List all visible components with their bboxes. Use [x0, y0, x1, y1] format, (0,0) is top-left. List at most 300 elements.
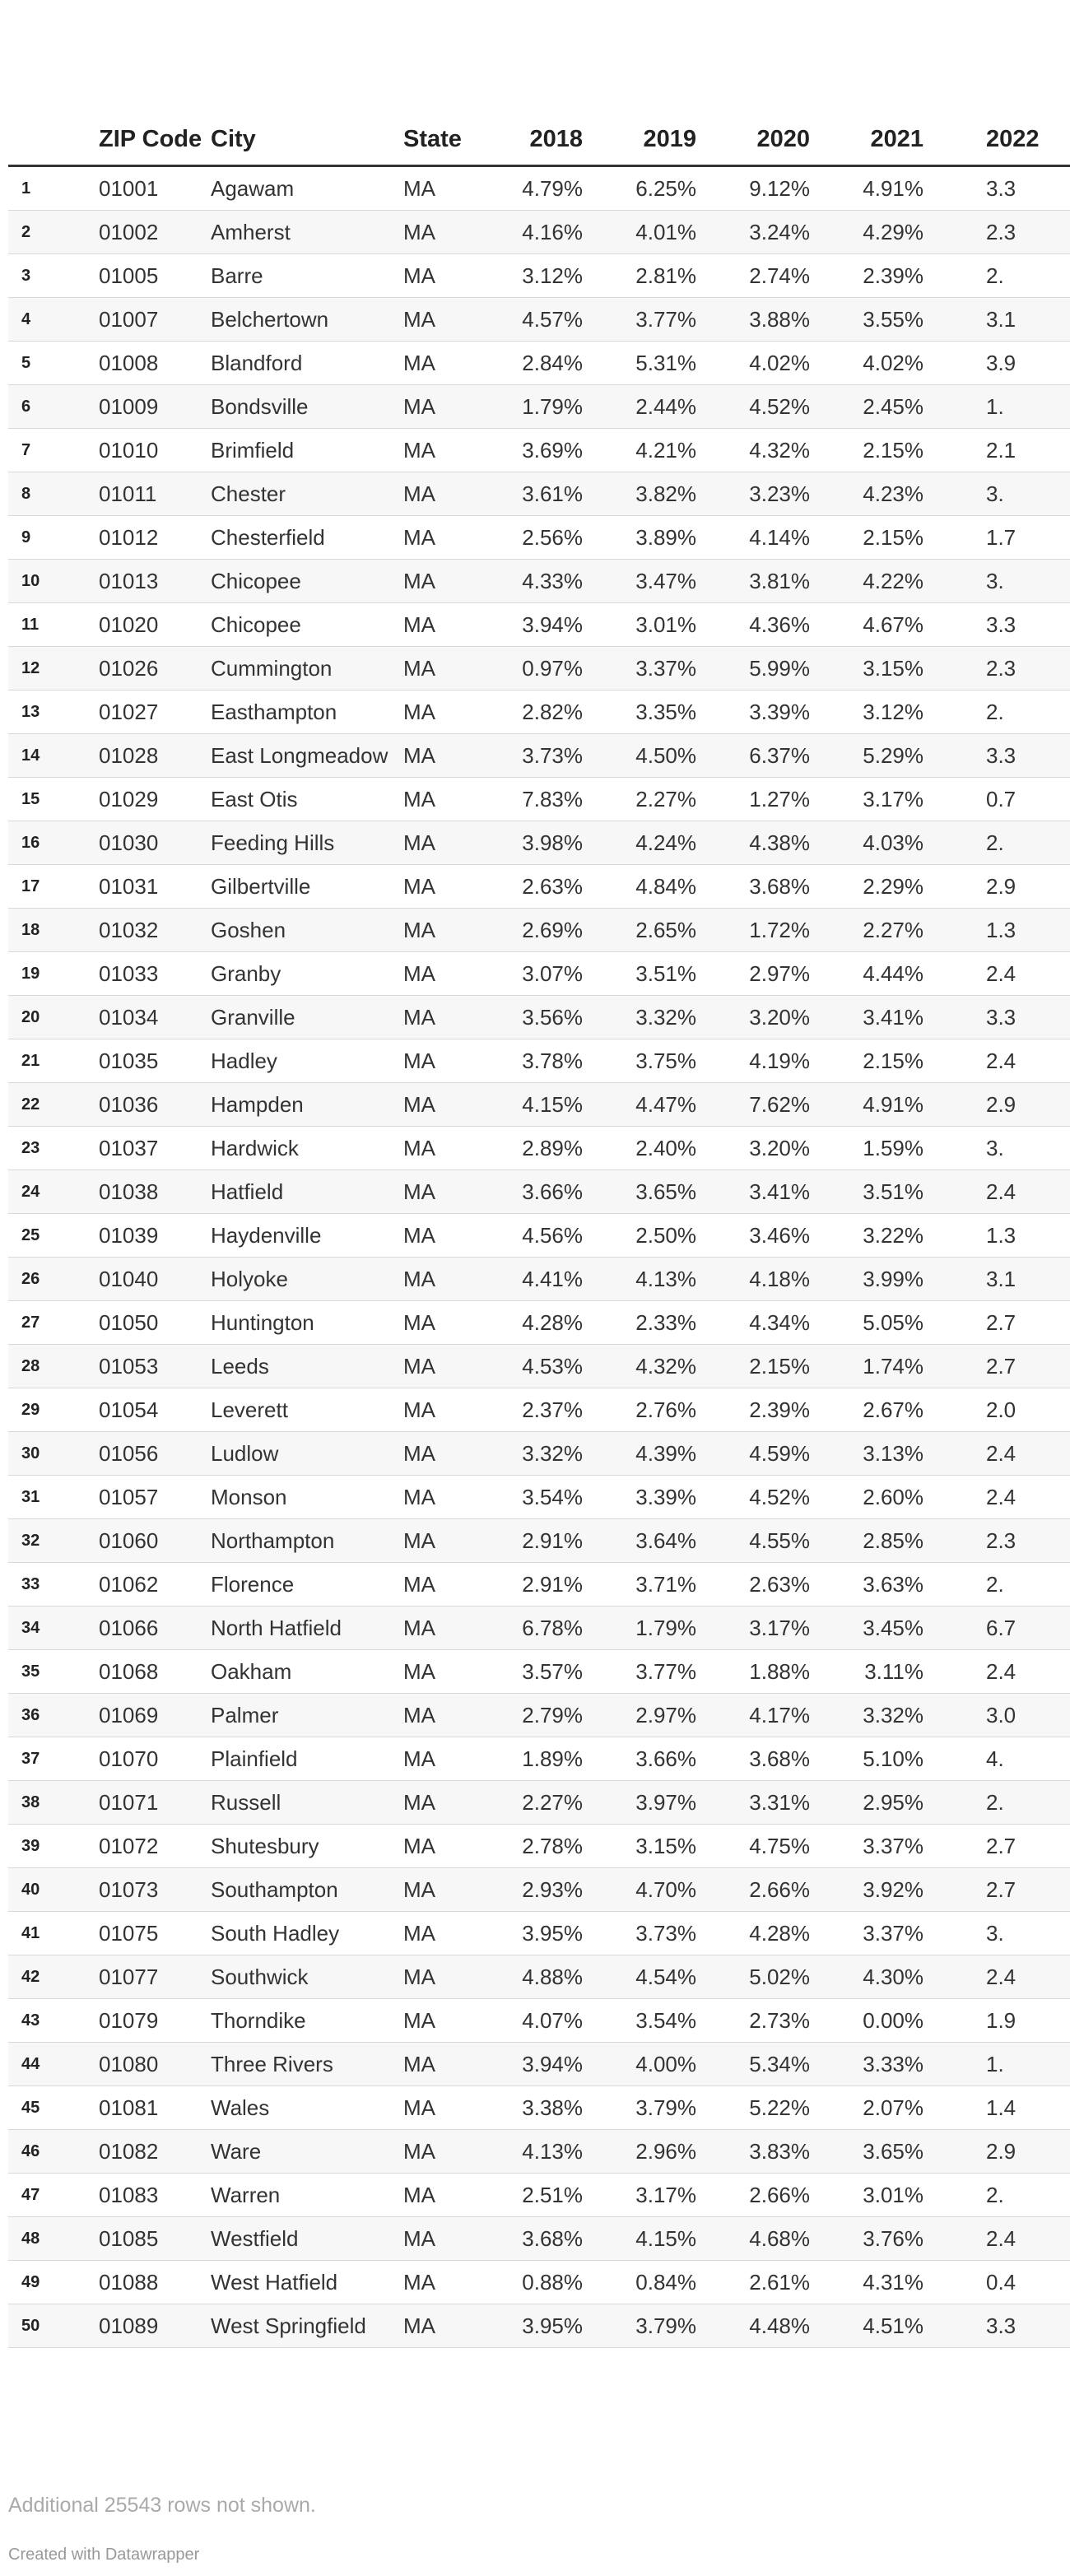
state-cell: MA: [403, 1563, 492, 1607]
year-2020-cell: 4.38%: [719, 821, 833, 865]
table-row: [8, 1519, 1070, 1563]
rank-cell: 7: [8, 429, 94, 472]
zip-code-cell: 01073: [94, 1868, 211, 1912]
rank-cell: 4: [8, 298, 94, 342]
year-2018-cell: 3.56%: [492, 996, 606, 1039]
year-2018-cell: 4.16%: [492, 211, 606, 254]
city-cell: Thorndike: [211, 1999, 403, 2043]
rank-cell: 45: [8, 2086, 94, 2130]
year-2020-cell: 6.37%: [719, 734, 833, 778]
state-cell: MA: [403, 1650, 492, 1694]
city-cell: Chesterfield: [211, 516, 403, 560]
year-2021-cell: 4.51%: [833, 2304, 947, 2348]
year-2021-cell: 2.85%: [833, 1519, 947, 1563]
table-row: [8, 1912, 1070, 1955]
year-2020-cell: 1.27%: [719, 778, 833, 821]
rank-cell: 8: [8, 472, 94, 516]
rank-cell: 49: [8, 2261, 94, 2304]
year-2021-cell: 1.59%: [833, 1127, 947, 1170]
zip-code-cell: 01010: [94, 429, 211, 472]
year-2021-cell: 4.23%: [833, 472, 947, 516]
year-2020-cell: 4.18%: [719, 1258, 833, 1301]
table-row: [8, 298, 1070, 342]
year-2021-cell: 2.15%: [833, 516, 947, 560]
year-2022-cell: 3.1: [947, 1258, 1070, 1301]
city-cell: Agawam: [211, 166, 403, 211]
table-row: [8, 429, 1070, 472]
year-2020-cell: 5.02%: [719, 1955, 833, 1999]
zip-code-cell: 01033: [94, 952, 211, 996]
zip-code-cell: 01056: [94, 1432, 211, 1476]
rank-cell: 1: [8, 166, 94, 211]
state-cell: MA: [403, 1999, 492, 2043]
state-cell: MA: [403, 1083, 492, 1127]
rank-cell: 26: [8, 1258, 94, 1301]
table-body: [8, 166, 1070, 2348]
year-2018-cell: 2.78%: [492, 1825, 606, 1868]
year-2019-cell: 0.84%: [606, 2261, 719, 2304]
year-2022-cell: 6.7: [947, 1607, 1070, 1650]
year-2021-cell: 3.99%: [833, 1258, 947, 1301]
zip-code-cell: 01057: [94, 1476, 211, 1519]
city-cell: West Hatfield: [211, 2261, 403, 2304]
year-2018-cell: 4.57%: [492, 298, 606, 342]
zip-code-cell: 01011: [94, 472, 211, 516]
table-row: [8, 690, 1070, 734]
zip-code-cell: 01001: [94, 166, 211, 211]
table-row: [8, 2217, 1070, 2261]
rank-cell: 27: [8, 1301, 94, 1345]
year-2018-cell: 4.56%: [492, 1214, 606, 1258]
state-cell: MA: [403, 690, 492, 734]
year-2022-cell: 3.9: [947, 342, 1070, 385]
year-2019-cell: 4.70%: [606, 1868, 719, 1912]
year-2022-cell: 2.: [947, 1781, 1070, 1825]
rank-cell: 18: [8, 909, 94, 952]
table-row: [8, 647, 1070, 690]
zip-code-cell: 01050: [94, 1301, 211, 1345]
year-2018-cell: 2.51%: [492, 2174, 606, 2217]
zip-code-cell: 01035: [94, 1039, 211, 1083]
state-cell: MA: [403, 385, 492, 429]
table-row: [8, 342, 1070, 385]
year-2020-cell: 2.63%: [719, 1563, 833, 1607]
state-cell: MA: [403, 2217, 492, 2261]
year-2022-cell: 2.3: [947, 211, 1070, 254]
zip-code-cell: 01081: [94, 2086, 211, 2130]
zip-code-cell: 01008: [94, 342, 211, 385]
state-cell: MA: [403, 2304, 492, 2348]
year-2020-cell: 5.99%: [719, 647, 833, 690]
zip-code-cell: 01062: [94, 1563, 211, 1607]
table-row: [8, 560, 1070, 603]
year-2020-cell: 3.88%: [719, 298, 833, 342]
state-cell: MA: [403, 778, 492, 821]
state-cell: MA: [403, 1301, 492, 1345]
rank-cell: 22: [8, 1083, 94, 1127]
year-2018-cell: 3.66%: [492, 1170, 606, 1214]
state-cell: MA: [403, 952, 492, 996]
year-2018-cell: 0.88%: [492, 2261, 606, 2304]
zip-code-cell: 01054: [94, 1388, 211, 1432]
state-cell: MA: [403, 1694, 492, 1737]
year-2020-cell: 3.46%: [719, 1214, 833, 1258]
year-2019-cell: 3.82%: [606, 472, 719, 516]
year-2022-cell: 3.3: [947, 166, 1070, 211]
year-2021-cell: 4.22%: [833, 560, 947, 603]
city-cell: Hatfield: [211, 1170, 403, 1214]
year-2021-cell: 3.45%: [833, 1607, 947, 1650]
state-cell: MA: [403, 2043, 492, 2086]
year-2018-cell: 3.32%: [492, 1432, 606, 1476]
year-2022-cell: 2.4: [947, 1955, 1070, 1999]
year-2022-cell: 2.4: [947, 1039, 1070, 1083]
year-2020-cell: 2.73%: [719, 1999, 833, 2043]
city-cell: Amherst: [211, 211, 403, 254]
year-2019-cell: 3.71%: [606, 1563, 719, 1607]
year-2020-cell: 3.41%: [719, 1170, 833, 1214]
year-2019-cell: 4.21%: [606, 429, 719, 472]
rank-cell: 42: [8, 1955, 94, 1999]
year-2019-cell: 3.51%: [606, 952, 719, 996]
state-cell: MA: [403, 472, 492, 516]
year-2018-cell: 4.88%: [492, 1955, 606, 1999]
year-2021-cell: 3.13%: [833, 1432, 947, 1476]
year-2022-cell: 2.4: [947, 1476, 1070, 1519]
city-cell: Wales: [211, 2086, 403, 2130]
zip-code-cell: 01036: [94, 1083, 211, 1127]
year-2020-cell: 4.17%: [719, 1694, 833, 1737]
table-row: [8, 2261, 1070, 2304]
rank-cell: 11: [8, 603, 94, 647]
year-2018-cell: 4.28%: [492, 1301, 606, 1345]
year-2019-cell: 4.15%: [606, 2217, 719, 2261]
year-2021-cell: 3.15%: [833, 647, 947, 690]
year-2019-cell: 2.50%: [606, 1214, 719, 1258]
year-2022-cell: 2.7: [947, 1345, 1070, 1388]
year-2019-cell: 3.97%: [606, 1781, 719, 1825]
rank-cell: 29: [8, 1388, 94, 1432]
year-2022-cell: 3.3: [947, 734, 1070, 778]
year-2022-cell: 3.: [947, 1912, 1070, 1955]
header-rank: [8, 97, 94, 166]
state-cell: MA: [403, 1825, 492, 1868]
year-2019-cell: 3.54%: [606, 1999, 719, 2043]
zip-code-cell: 01082: [94, 2130, 211, 2174]
header-year-2018[interactable]: 2018: [492, 97, 606, 166]
year-2018-cell: 3.95%: [492, 1912, 606, 1955]
year-2019-cell: 4.39%: [606, 1432, 719, 1476]
city-cell: North Hatfield: [211, 1607, 403, 1650]
year-2022-cell: 3.1: [947, 298, 1070, 342]
year-2022-cell: 3.0: [947, 1694, 1070, 1737]
rank-cell: 21: [8, 1039, 94, 1083]
year-2018-cell: 3.95%: [492, 2304, 606, 2348]
zip-code-cell: 01083: [94, 2174, 211, 2217]
table-row: [8, 603, 1070, 647]
year-2020-cell: 4.32%: [719, 429, 833, 472]
year-2020-cell: 4.52%: [719, 385, 833, 429]
year-2020-cell: 3.68%: [719, 865, 833, 909]
header-year-2022[interactable]: 2022: [947, 97, 1070, 166]
city-cell: Blandford: [211, 342, 403, 385]
zip-code-cell: 01039: [94, 1214, 211, 1258]
city-cell: Florence: [211, 1563, 403, 1607]
table-row: [8, 254, 1070, 298]
year-2022-cell: 2.0: [947, 1388, 1070, 1432]
rank-cell: 43: [8, 1999, 94, 2043]
table-row: [8, 1301, 1070, 1345]
city-cell: East Longmeadow: [211, 734, 403, 778]
year-2021-cell: 4.44%: [833, 952, 947, 996]
rank-cell: 35: [8, 1650, 94, 1694]
zip-code-cell: 01030: [94, 821, 211, 865]
city-cell: Granby: [211, 952, 403, 996]
table-row: [8, 2043, 1070, 2086]
year-2019-cell: 3.32%: [606, 996, 719, 1039]
year-2019-cell: 3.77%: [606, 298, 719, 342]
year-2021-cell: 4.03%: [833, 821, 947, 865]
year-2019-cell: 4.32%: [606, 1345, 719, 1388]
rank-cell: 13: [8, 690, 94, 734]
state-cell: MA: [403, 516, 492, 560]
year-2019-cell: 2.96%: [606, 2130, 719, 2174]
city-cell: Brimfield: [211, 429, 403, 472]
table-row: [8, 1955, 1070, 1999]
year-2019-cell: 1.79%: [606, 1607, 719, 1650]
state-cell: MA: [403, 560, 492, 603]
year-2020-cell: 4.14%: [719, 516, 833, 560]
year-2020-cell: 4.55%: [719, 1519, 833, 1563]
table-row: [8, 778, 1070, 821]
state-cell: MA: [403, 2086, 492, 2130]
rank-cell: 20: [8, 996, 94, 1039]
city-cell: Northampton: [211, 1519, 403, 1563]
rank-cell: 30: [8, 1432, 94, 1476]
city-cell: Gilbertville: [211, 865, 403, 909]
state-cell: MA: [403, 1388, 492, 1432]
city-cell: Leverett: [211, 1388, 403, 1432]
table-row: [8, 166, 1070, 211]
rank-cell: 23: [8, 1127, 94, 1170]
year-2022-cell: 2.: [947, 690, 1070, 734]
header-state[interactable]: State: [403, 97, 492, 166]
rank-cell: 34: [8, 1607, 94, 1650]
table-row: [8, 1345, 1070, 1388]
year-2019-cell: 4.24%: [606, 821, 719, 865]
header-city[interactable]: City: [211, 97, 403, 166]
data-table: [8, 97, 1070, 2348]
year-2018-cell: 4.79%: [492, 166, 606, 211]
city-cell: Shutesbury: [211, 1825, 403, 1868]
year-2022-cell: 4.: [947, 1737, 1070, 1781]
rank-cell: 46: [8, 2130, 94, 2174]
rank-cell: 24: [8, 1170, 94, 1214]
city-cell: Holyoke: [211, 1258, 403, 1301]
year-2021-cell: 4.67%: [833, 603, 947, 647]
year-2022-cell: 2.9: [947, 1083, 1070, 1127]
rank-cell: 33: [8, 1563, 94, 1607]
table-row: [8, 1388, 1070, 1432]
header-year-2019[interactable]: 2019: [606, 97, 719, 166]
year-2020-cell: 4.48%: [719, 2304, 833, 2348]
year-2020-cell: 2.66%: [719, 1868, 833, 1912]
rank-cell: 48: [8, 2217, 94, 2261]
city-cell: Plainfield: [211, 1737, 403, 1781]
zip-code-cell: 01060: [94, 1519, 211, 1563]
table-row: [8, 1127, 1070, 1170]
year-2022-cell: 2.4: [947, 952, 1070, 996]
year-2018-cell: 2.91%: [492, 1519, 606, 1563]
year-2018-cell: 2.82%: [492, 690, 606, 734]
rank-cell: 47: [8, 2174, 94, 2217]
year-2021-cell: 2.15%: [833, 1039, 947, 1083]
zip-code-cell: 01088: [94, 2261, 211, 2304]
year-2020-cell: 3.81%: [719, 560, 833, 603]
year-2020-cell: 3.17%: [719, 1607, 833, 1650]
header-year-2021[interactable]: 2021: [833, 97, 947, 166]
year-2022-cell: 1.: [947, 385, 1070, 429]
year-2019-cell: 3.64%: [606, 1519, 719, 1563]
year-2019-cell: 3.39%: [606, 1476, 719, 1519]
year-2019-cell: 4.54%: [606, 1955, 719, 1999]
year-2018-cell: 4.53%: [492, 1345, 606, 1388]
city-cell: Hadley: [211, 1039, 403, 1083]
city-cell: Hampden: [211, 1083, 403, 1127]
city-cell: South Hadley: [211, 1912, 403, 1955]
year-2022-cell: 2.4: [947, 2217, 1070, 2261]
zip-code-cell: 01029: [94, 778, 211, 821]
year-2018-cell: 2.27%: [492, 1781, 606, 1825]
table-row: [8, 1825, 1070, 1868]
year-2019-cell: 2.44%: [606, 385, 719, 429]
rows-not-shown-note: Additional 25543 rows not shown.: [8, 2494, 316, 2517]
year-2021-cell: 4.31%: [833, 2261, 947, 2304]
header-zip-code[interactable]: ZIP Code: [94, 97, 211, 166]
state-cell: MA: [403, 1912, 492, 1955]
year-2021-cell: 1.74%: [833, 1345, 947, 1388]
year-2022-cell: 2.3: [947, 647, 1070, 690]
city-cell: Goshen: [211, 909, 403, 952]
table-row: [8, 2130, 1070, 2174]
year-2018-cell: 4.15%: [492, 1083, 606, 1127]
zip-code-cell: 01002: [94, 211, 211, 254]
zip-code-cell: 01028: [94, 734, 211, 778]
year-2020-cell: 2.15%: [719, 1345, 833, 1388]
year-2021-cell: 3.51%: [833, 1170, 947, 1214]
city-cell: Granville: [211, 996, 403, 1039]
year-2020-cell: 2.97%: [719, 952, 833, 996]
year-2020-cell: 4.68%: [719, 2217, 833, 2261]
year-2018-cell: 2.56%: [492, 516, 606, 560]
year-2019-cell: 2.33%: [606, 1301, 719, 1345]
state-cell: MA: [403, 734, 492, 778]
state-cell: MA: [403, 429, 492, 472]
rank-cell: 3: [8, 254, 94, 298]
state-cell: MA: [403, 1170, 492, 1214]
state-cell: MA: [403, 909, 492, 952]
year-2018-cell: 3.98%: [492, 821, 606, 865]
year-2022-cell: 3.: [947, 560, 1070, 603]
city-cell: Feeding Hills: [211, 821, 403, 865]
state-cell: MA: [403, 1781, 492, 1825]
state-cell: MA: [403, 2174, 492, 2217]
year-2021-cell: 3.01%: [833, 2174, 947, 2217]
year-2022-cell: 3.3: [947, 996, 1070, 1039]
datawrapper-credit: Created with Datawrapper: [8, 2546, 200, 2564]
city-cell: Westfield: [211, 2217, 403, 2261]
zip-code-cell: 01034: [94, 996, 211, 1039]
city-cell: Chester: [211, 472, 403, 516]
year-2022-cell: 2.7: [947, 1301, 1070, 1345]
state-cell: MA: [403, 1737, 492, 1781]
header-year-2020[interactable]: 2020: [719, 97, 833, 166]
rank-cell: 37: [8, 1737, 94, 1781]
city-cell: Warren: [211, 2174, 403, 2217]
year-2021-cell: 2.45%: [833, 385, 947, 429]
zip-code-cell: 01027: [94, 690, 211, 734]
year-2022-cell: 2.7: [947, 1868, 1070, 1912]
city-cell: Oakham: [211, 1650, 403, 1694]
year-2021-cell: 0.00%: [833, 1999, 947, 2043]
rank-cell: 36: [8, 1694, 94, 1737]
zip-code-cell: 01012: [94, 516, 211, 560]
table-row: [8, 1781, 1070, 1825]
city-cell: Monson: [211, 1476, 403, 1519]
state-cell: MA: [403, 1258, 492, 1301]
year-2020-cell: 3.20%: [719, 1127, 833, 1170]
year-2021-cell: 2.95%: [833, 1781, 947, 1825]
table-row: [8, 909, 1070, 952]
year-2020-cell: 4.59%: [719, 1432, 833, 1476]
year-2021-cell: 3.76%: [833, 2217, 947, 2261]
year-2019-cell: 3.47%: [606, 560, 719, 603]
rank-cell: 15: [8, 778, 94, 821]
rank-cell: 39: [8, 1825, 94, 1868]
city-cell: Southwick: [211, 1955, 403, 1999]
year-2020-cell: 2.66%: [719, 2174, 833, 2217]
zip-code-cell: 01005: [94, 254, 211, 298]
year-2019-cell: 3.17%: [606, 2174, 719, 2217]
year-2019-cell: 6.25%: [606, 166, 719, 211]
year-2018-cell: 3.94%: [492, 603, 606, 647]
rank-cell: 16: [8, 821, 94, 865]
year-2022-cell: 1.9: [947, 1999, 1070, 2043]
year-2018-cell: 2.89%: [492, 1127, 606, 1170]
year-2019-cell: 2.76%: [606, 1388, 719, 1432]
table-row: [8, 1083, 1070, 1127]
year-2021-cell: 2.15%: [833, 429, 947, 472]
table-row: [8, 1170, 1070, 1214]
table-row: [8, 211, 1070, 254]
year-2018-cell: 4.41%: [492, 1258, 606, 1301]
rank-cell: 38: [8, 1781, 94, 1825]
table-row: [8, 996, 1070, 1039]
year-2019-cell: 5.31%: [606, 342, 719, 385]
year-2018-cell: 3.57%: [492, 1650, 606, 1694]
year-2021-cell: 3.65%: [833, 2130, 947, 2174]
year-2019-cell: 2.65%: [606, 909, 719, 952]
city-cell: Three Rivers: [211, 2043, 403, 2086]
year-2020-cell: 3.39%: [719, 690, 833, 734]
year-2021-cell: 4.30%: [833, 1955, 947, 1999]
year-2022-cell: 2.4: [947, 1650, 1070, 1694]
year-2021-cell: 2.60%: [833, 1476, 947, 1519]
table-row: [8, 1737, 1070, 1781]
year-2022-cell: 0.4: [947, 2261, 1070, 2304]
year-2018-cell: 4.33%: [492, 560, 606, 603]
state-cell: MA: [403, 1039, 492, 1083]
